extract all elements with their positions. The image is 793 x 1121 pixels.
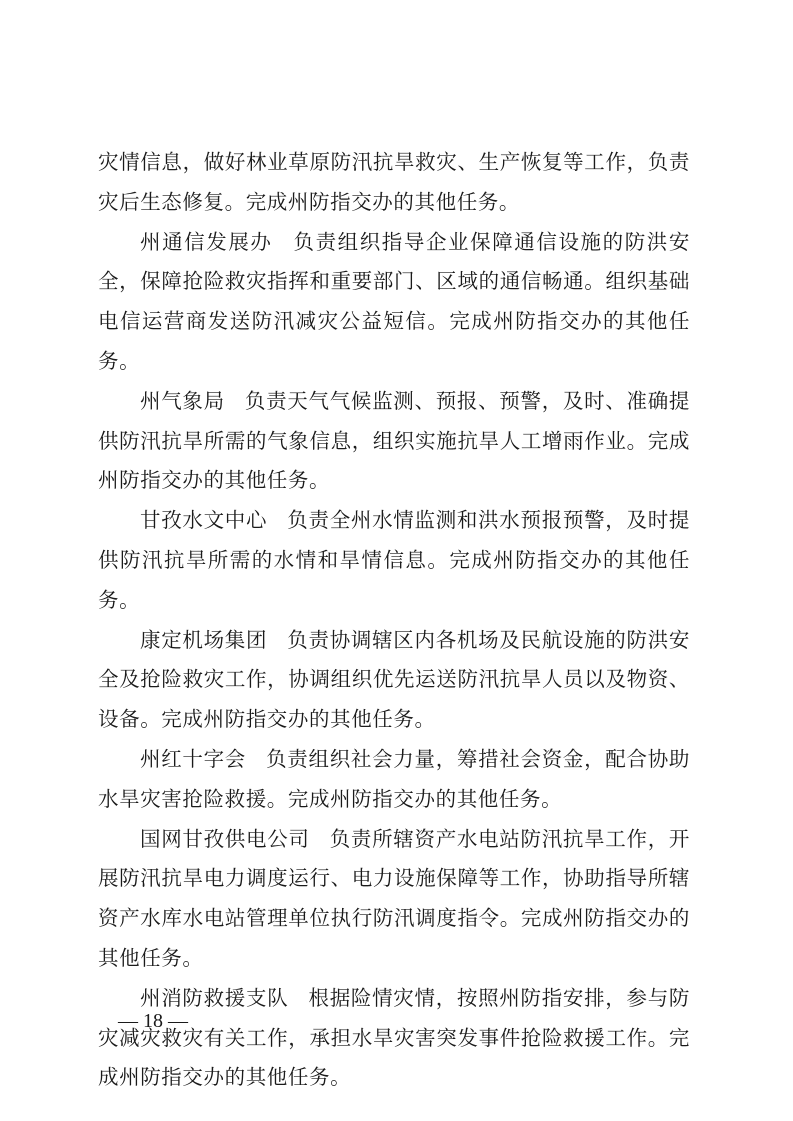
paragraph-text: 负责协调辖区内各机场及民航设施的防洪安全及抢险救灾工作，协调组织优先运送防汛抗旱人员以及物资、设备。完成州防指交办的其他任务。 bbox=[98, 627, 690, 732]
paragraph-text: 根据险情灾情，按照州防指安排，参与防灾减灾救灾有关工作，承担水旱灾害突发事件抢险救援工作。完成州防指交办的其他任务。 bbox=[98, 985, 690, 1090]
paragraph-text: 负责全州水情监测和洪水预报预警，及时提供防汛抗旱所需的水情和旱情信息。完成州防指交办的其他任务。 bbox=[98, 508, 690, 612]
paragraph-text: 负责天气气候监测、预报、预警，及时、准确提供防汛抗旱所需的气象信息，组织实施抗旱人工增雨作业。完成州防指交办的其他任务。 bbox=[98, 388, 690, 493]
paragraph-power-supply-company bbox=[98, 820, 690, 979]
agency-name: 州气象局 bbox=[140, 388, 225, 413]
agency-name: 州红十字会 bbox=[140, 746, 246, 771]
paragraph-airport-group bbox=[98, 621, 690, 740]
paragraph-text: 灾情信息，做好林业草原防汛抗旱救灾、生产恢复等工作，负责灾后生态修复。完成州防指交办的其他任务。 bbox=[98, 150, 690, 214]
paragraph-hydrology-center bbox=[98, 501, 690, 620]
paragraph-meteorological-bureau bbox=[98, 382, 690, 501]
paragraph-text: 负责组织社会力量，筹措社会资金，配合协助水旱灾害抢险救援。完成州防指交办的其他任务。 bbox=[98, 746, 690, 811]
paragraph-text: 负责组织指导企业保障通信设施的防洪安全，保障抢险救灾指挥和重要部门、区域的通信畅通。组织基础电信运营商发送防汛减灾公益短信。完成州防指交办的其他任务。 bbox=[98, 229, 690, 373]
agency-name: 甘孜水文中心 bbox=[140, 508, 268, 533]
agency-name: 州通信发展办 bbox=[140, 229, 273, 254]
agency-name: 国网甘孜供电公司 bbox=[140, 826, 310, 851]
paragraph-fire-rescue-detachment bbox=[98, 979, 690, 1098]
paragraph-continuation bbox=[98, 143, 690, 223]
agency-name: 康定机场集团 bbox=[140, 627, 268, 652]
paragraph-communications-office bbox=[98, 223, 690, 382]
paragraph-red-cross bbox=[98, 740, 690, 820]
paragraph-text: 负责所辖资产水电站防汛抗旱工作，开展防汛抗旱电力调度运行、电力设施保障等工作，协助指导所辖资产水库水电站管理单位执行防汛调度指令。完成州防指交办的其他任务。 bbox=[98, 826, 690, 970]
page-number: — 18 — bbox=[118, 1010, 188, 1032]
document-body bbox=[98, 143, 690, 1098]
agency-name: 州消防救援支队 bbox=[140, 985, 289, 1010]
